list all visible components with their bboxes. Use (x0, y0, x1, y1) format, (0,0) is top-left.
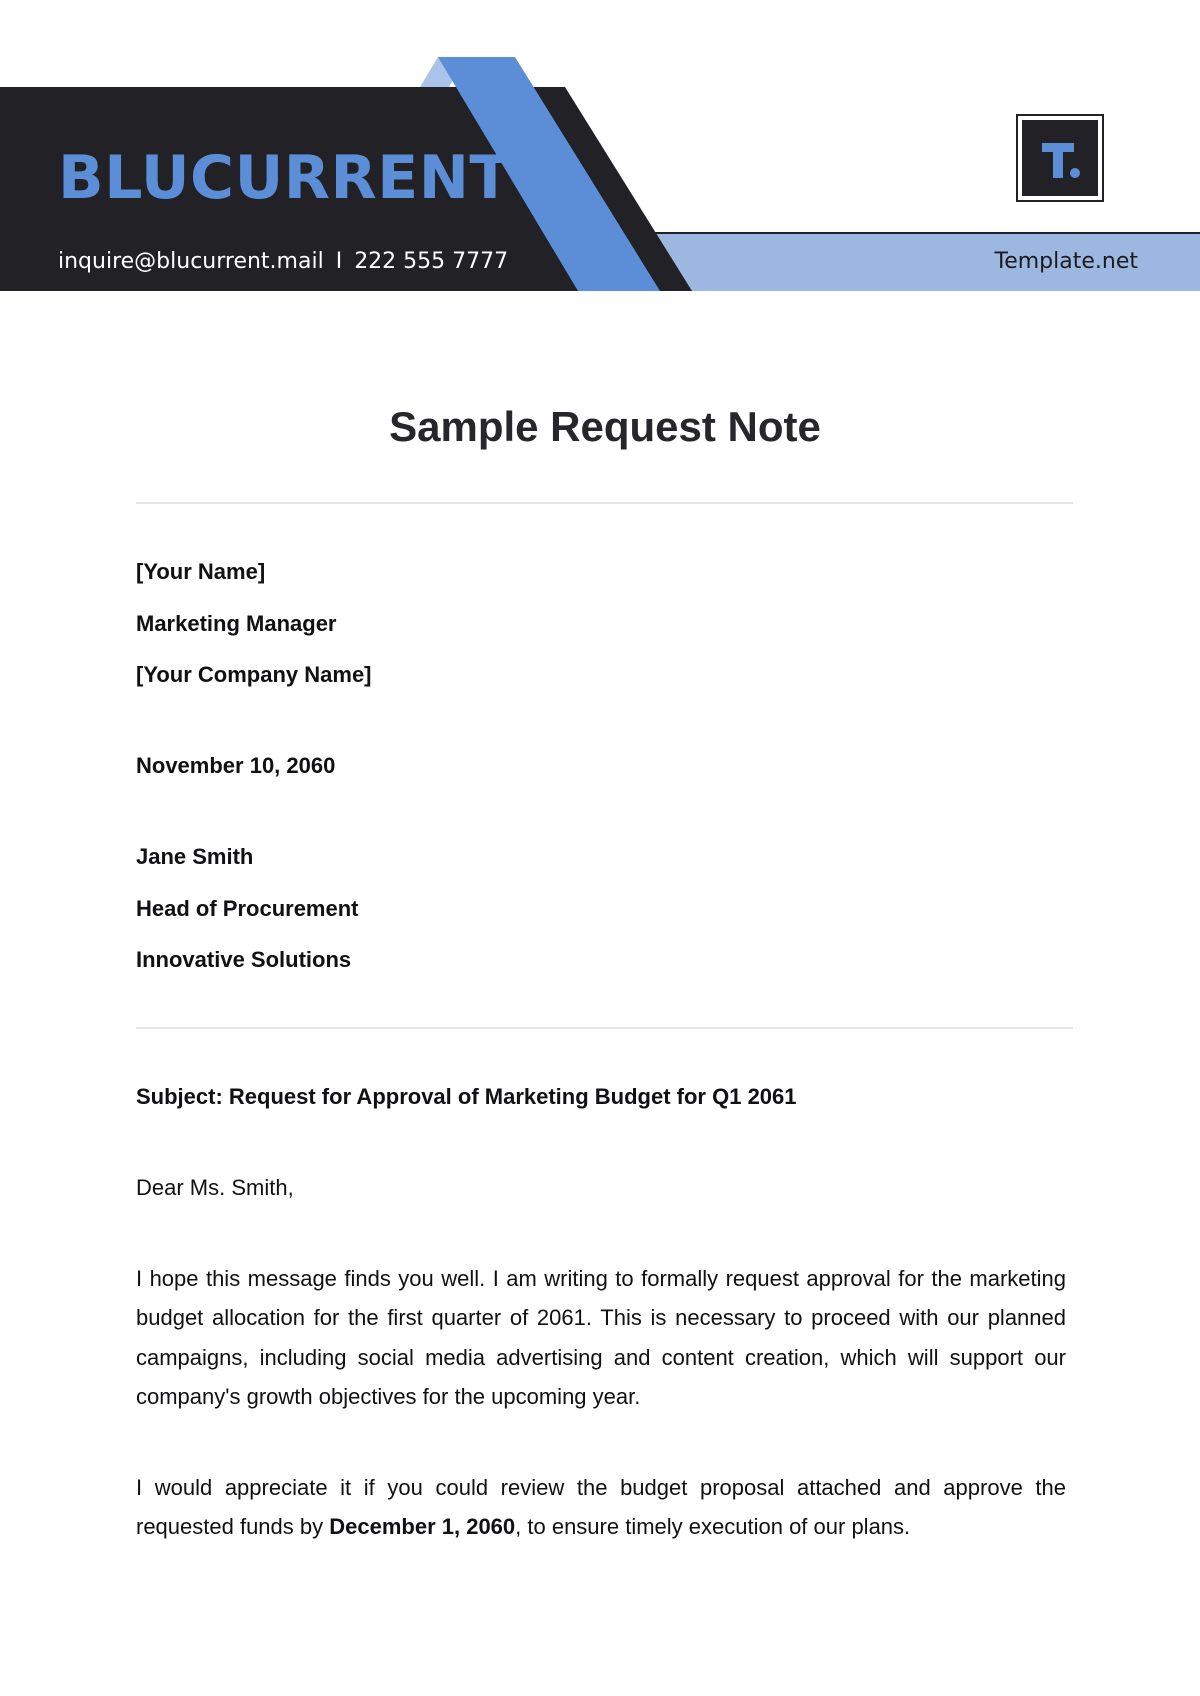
body-paragraph-2 (136, 1468, 1066, 1547)
contact-line (58, 249, 508, 275)
recipient-company: Innovative Solutions (136, 947, 352, 972)
divider-top (136, 502, 1073, 504)
salutation: Dear Ms. Smith, (136, 1175, 294, 1200)
subject-line: Subject: Request for Approval of Marketing Budget for Q1 2061 (136, 1084, 797, 1109)
sender-role: Marketing Manager (136, 611, 337, 636)
contact-phone[interactable]: 222 555 7777 (354, 249, 509, 274)
divider-middle (136, 1027, 1073, 1029)
paragraph-2-text-start: I would appreciate it if you could review the budget proposal attached and approve the requested funds by (136, 1475, 1066, 1540)
brand-name: BLUCURRENT (58, 143, 511, 213)
logo-t-glyph (1018, 116, 1106, 204)
sender-name: [Your Name] (136, 559, 266, 584)
contact-email[interactable]: inquire@blucurrent.mail (58, 249, 324, 274)
paragraph-2-text-end: , to ensure timely execution of our plans. (515, 1514, 911, 1540)
letterhead-header (0, 0, 1200, 300)
document-title: Sample Request Note (389, 403, 821, 450)
body-paragraph-1: I hope this message finds you well. I am writing to formally request approval for the marketing budget allocation for the first quarter of 2061. This is necessary to proceed with our planned campaigns, including social media advertising and content creation, which will support our company's growth objectives for the upcoming year. (136, 1266, 1066, 1409)
deadline-date: December 1, 2060 (329, 1514, 516, 1540)
recipient-role: Head of Procurement (136, 896, 359, 921)
template-site-label[interactable]: Template.net (994, 249, 1138, 274)
recipient-name: Jane Smith (136, 844, 254, 869)
contact-separator: I (335, 249, 343, 274)
sender-company: [Your Company Name] (136, 662, 372, 687)
template-logo-icon (1016, 114, 1104, 202)
letter-date: November 10, 2060 (136, 753, 336, 778)
